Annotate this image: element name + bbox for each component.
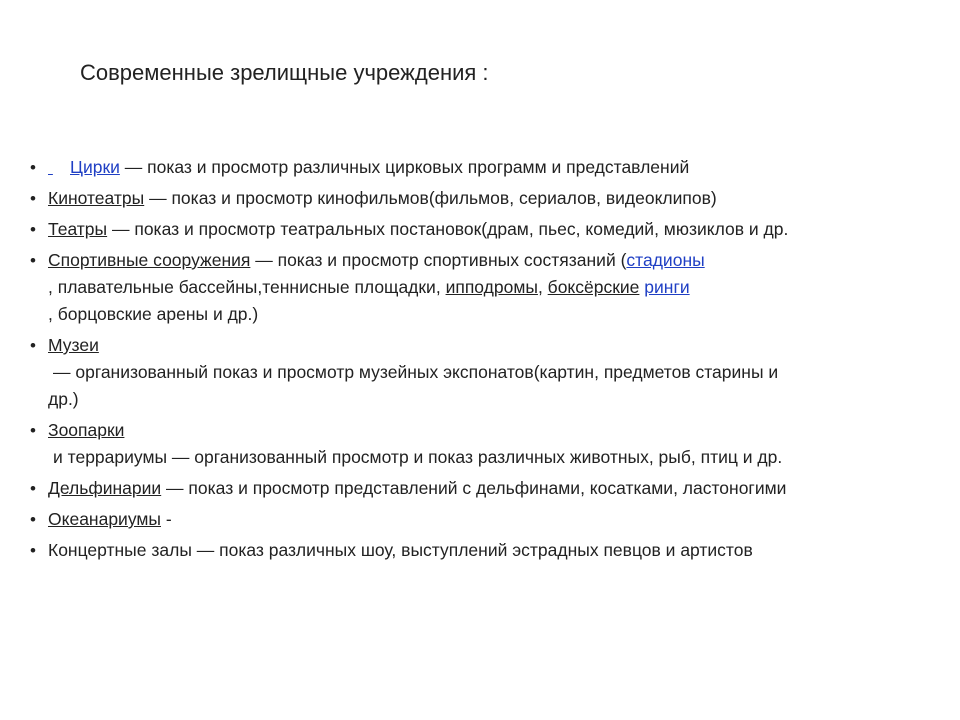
link-sports-facilities[interactable]: Спортивные сооружения xyxy=(48,250,251,270)
link-spacer xyxy=(48,154,70,181)
bullet-icon: • xyxy=(30,541,36,560)
list-item-sports xyxy=(30,247,930,328)
item-text-line: , борцовские арены и др.) xyxy=(48,304,259,324)
list-item-concert-halls xyxy=(30,537,930,564)
list-item-oceanariums xyxy=(30,506,930,533)
link-boxing[interactable]: боксёрские xyxy=(547,277,640,297)
item-text: — показ и просмотр спортивных состязаний ( xyxy=(250,250,627,270)
link-cinema[interactable]: Кинотеатры xyxy=(48,188,145,208)
link-hippodromes[interactable]: ипподромы xyxy=(445,277,538,297)
item-text-line: др.) xyxy=(48,389,79,409)
item-text: — показ и просмотр представлений с дельфинами, косатками, ластоногими xyxy=(161,478,787,498)
item-text: — показ и просмотр кинофильмов(фильмов, сериалов, видеоклипов) xyxy=(144,188,717,208)
item-text: — показ и просмотр различных цирковых программ и представлений xyxy=(119,157,690,177)
bullet-icon: • xyxy=(30,251,36,270)
item-text-line: и террариумы — организованный просмотр и показ различных животных, рыб, птиц и др. xyxy=(53,447,783,467)
item-text-line xyxy=(48,274,930,301)
slide-title: Современные зрелищные учреждения : xyxy=(80,60,489,85)
item-text: - xyxy=(161,509,172,529)
list-item-dolphinariums xyxy=(30,475,930,502)
link-circus[interactable]: Цирки xyxy=(70,157,120,177)
item-text: Концертные залы — показ различных шоу, выступлений эстрадных певцов и артистов xyxy=(48,540,753,560)
bullet-icon: • xyxy=(30,158,36,177)
link-stadiums[interactable]: стадионы xyxy=(626,250,705,270)
list-item-zoos xyxy=(30,417,930,471)
link-zoos[interactable]: Зоопарки xyxy=(48,420,125,440)
bullet-icon: • xyxy=(30,510,36,529)
bullet-icon: • xyxy=(30,220,36,239)
item-text-line: — организованный показ и просмотр музейных экспонатов(картин, предметов старины и xyxy=(53,362,779,382)
link-dolphinariums[interactable]: Дельфинарии xyxy=(48,478,162,498)
item-text: , плавательные бассейны,теннисные площадки, xyxy=(48,277,446,297)
item-text: , xyxy=(537,277,548,297)
item-text: — показ и просмотр театральных постановок(драм, пьес, комедий, мюзиклов и др. xyxy=(107,219,789,239)
list-item-theatre xyxy=(30,216,930,243)
link-rings[interactable]: ринги xyxy=(644,277,690,297)
bullet-icon: • xyxy=(30,189,36,208)
list-item-museums xyxy=(30,332,930,413)
bullet-icon: • xyxy=(30,336,36,355)
institutions-list xyxy=(30,154,930,568)
bullet-icon: • xyxy=(30,479,36,498)
link-museums[interactable]: Музеи xyxy=(48,335,99,355)
bullet-icon: • xyxy=(30,421,36,440)
link-oceanariums[interactable]: Океанариумы xyxy=(48,509,161,529)
list-item-circus xyxy=(30,154,930,181)
link-theatre[interactable]: Театры xyxy=(48,219,108,239)
list-item-cinema xyxy=(30,185,930,212)
